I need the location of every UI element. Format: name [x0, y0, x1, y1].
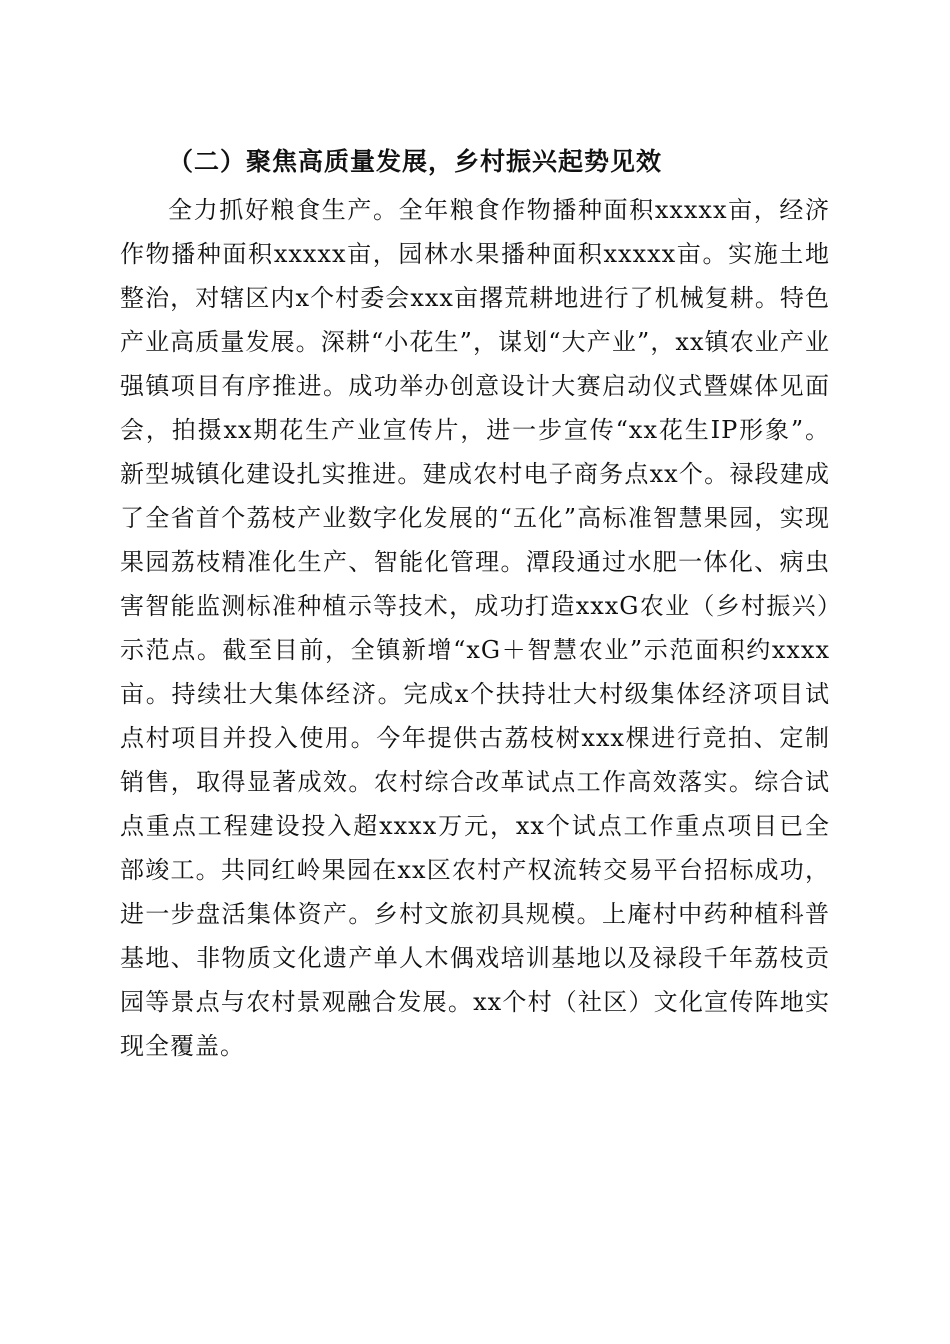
- body-paragraph: 全力抓好粮食生产。全年粮食作物播种面积xxxxx亩，经济作物播种面积xxxxx亩，园林水果播种面积xxxxx亩。实施土地整治，对辖区内x个村委会xxx亩撂荒耕地进行了机械复耕。特色产业高质量发展。深耕“小花生”，谋划“大产业”，xx镇农业产业强镇项目有序推进。成功举办创意设计大赛启动仪式暨媒体见面会，拍摄xx期花生产业宣传片，进一步宣传“xx花生IP形象”。新型城镇化建设扎实推进。建成农村电子商务点xx个。禄段建成了全省首个荔枝产业数字化发展的“五化”高标准智慧果园，实现果园荔枝精准化生产、智能化管理。潭段通过水肥一体化、病虫害智能监测标准种植示等技术，成功打造xxxG农业（乡村振兴）示范点。截至目前，全镇新增“xG＋智慧农业”示范面积约xxxx亩。持续壮大集体经济。完成x个扶持壮大村级集体经济项目试点村项目并投入使用。今年提供古荔枝树xxx棵进行竞拍、定制销售，取得显著成效。农村综合改革试点工作高效落实。综合试点重点工程建设投入超xxxx万元，xx个试点工作重点项目已全部竣工。共同红岭果园在xx区农村产权流转交易平台招标成功，进一步盘活集体资产。乡村文旅初具规模。上庵村中药种植科普基地、非物质文化遗产单人木偶戏培训基地以及禄段千年荔枝贡园等景点与农村景观融合发展。xx个村（社区）文化宣传阵地实现全覆盖。: [120, 196, 830, 1060]
- section-heading: （二）聚焦高质量发展，乡村振兴起势见效: [168, 147, 663, 176]
- document-body: [120, 140, 830, 1068]
